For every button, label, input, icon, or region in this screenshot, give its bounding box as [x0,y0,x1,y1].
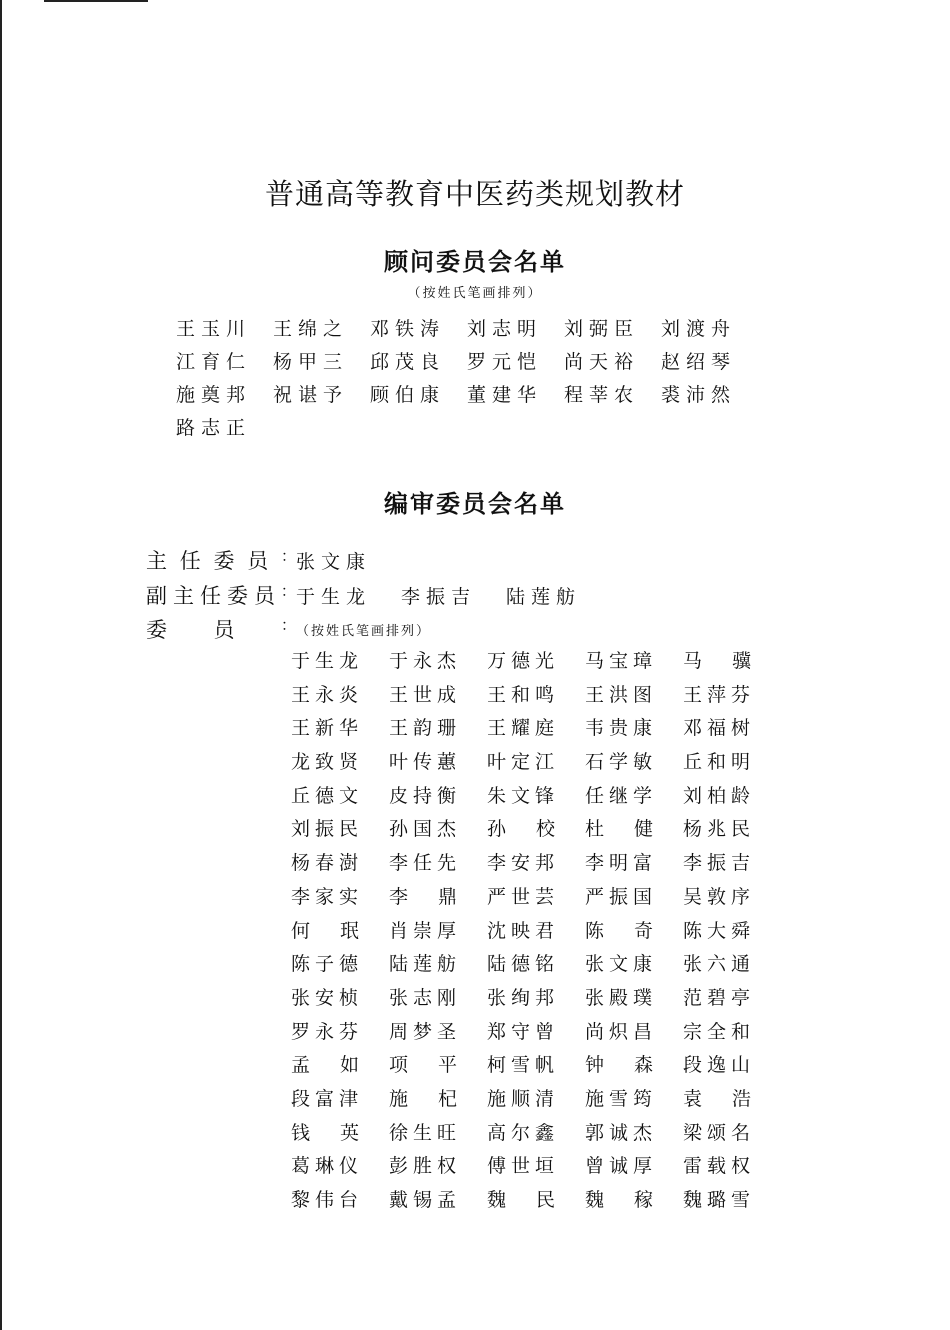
advisor-name: 尚天裕 [564,351,640,373]
member-name: 杜 健 [585,818,653,841]
advisor-name: 王绵之 [273,318,349,340]
member-name: 于生龙 [291,650,364,672]
advisor-name: 杨甲三 [273,351,349,373]
member-name: 彭胜权 [389,1155,462,1178]
chair-names [296,547,401,574]
member-name: 刘柏龄 [683,784,756,807]
member-name: 马宝璋 [585,650,658,672]
advisor-name: 程莘农 [564,384,640,406]
member-name: 施 杞 [389,1087,457,1110]
member-name: 傅世垣 [487,1155,560,1178]
member-name: 沈映君 [487,919,560,942]
member-name: 李 鼎 [389,885,457,908]
editorial-title: 编审委员会名单 [384,490,566,518]
member-name: 叶传蕙 [389,751,462,774]
member-name: 严振国 [585,885,658,908]
member-name: 韦贵康 [585,717,658,740]
member-name: 龙致贤 [291,751,364,774]
role-person-name: 陆莲舫 [506,585,582,608]
member-name: 孙国杰 [389,818,462,841]
advisor-name: 刘渡舟 [661,318,737,340]
member-name: 石学敏 [585,751,658,774]
member-name: 肖崇厚 [389,919,462,942]
member-name: 张文康 [585,953,658,976]
member-name: 钱 英 [291,1121,359,1144]
member-name: 梁颂名 [683,1121,756,1144]
member-name: 李明富 [585,852,658,875]
advisor-name: 董建华 [467,384,543,406]
member-name: 陆莲舫 [389,953,462,976]
vice-chair-row [146,578,611,612]
member-name: 罗永芬 [291,1020,364,1043]
member-name: 张六通 [683,953,756,976]
member-name: 袁 浩 [683,1087,751,1110]
advisor-name: 祝谌予 [273,384,349,406]
advisor-name: 王玉川 [176,318,252,340]
member-name: 陆德铭 [487,953,560,976]
member-name: 李安邦 [487,852,560,875]
member-name: 施雪筠 [585,1087,658,1110]
advisor-name: 邱茂良 [370,351,446,373]
member-name: 王和鸣 [487,683,560,706]
member-name: 曾诚厚 [585,1155,658,1178]
member-name: 张殿璞 [585,986,658,1009]
member-name: 尚炽昌 [585,1020,658,1043]
member-name: 马 骥 [683,650,751,672]
member-name: 郭诚杰 [585,1121,658,1144]
advisory-name-list [176,314,758,446]
member-name: 张志刚 [389,986,462,1009]
advisor-name: 施奠邦 [176,384,252,406]
members-name-list [291,646,781,1219]
member-name: 王新华 [291,717,364,740]
member-name: 李任先 [389,852,462,875]
member-name: 雷载权 [683,1155,756,1178]
members-row [146,612,431,646]
role-person-name: 于生龙 [296,585,372,608]
member-name: 张绚邦 [487,986,560,1009]
member-name: 任继学 [585,784,658,807]
member-name: 范碧亭 [683,986,756,1009]
member-name: 张安桢 [291,986,364,1009]
advisor-name: 路志正 [176,417,252,439]
member-name: 吴敦序 [683,885,756,908]
member-name: 刘振民 [291,818,364,841]
member-name: 于永杰 [389,650,462,672]
advisory-note: （按姓氏笔画排列） [407,286,543,301]
advisor-name: 邓铁涛 [370,318,446,340]
member-name: 魏璐雪 [683,1189,756,1211]
member-name: 王韵珊 [389,717,462,740]
member-name: 孙 校 [487,818,555,841]
role-person-name: 李振吉 [401,585,477,608]
member-name: 段富津 [291,1087,364,1110]
member-name: 叶定江 [487,751,560,774]
member-name: 陈大舜 [683,919,756,942]
advisor-name: 江育仁 [176,351,252,373]
member-name: 王永炎 [291,683,364,706]
member-name: 严世芸 [487,885,560,908]
member-name: 王世成 [389,683,462,706]
member-name: 黎伟台 [291,1189,364,1211]
series-title: 普通高等教育中医药类规划教材 [264,177,685,211]
chair-label: 主 任 委 员 ： [146,547,296,573]
advisor-name: 顾伯康 [370,384,446,406]
members-note: （按姓氏笔画排列） [296,623,432,639]
member-name: 周梦圣 [389,1020,462,1043]
role-person-name: 张文康 [296,550,372,573]
member-name: 丘和明 [683,751,756,774]
member-name: 陈 奇 [585,919,653,942]
member-name: 邓福树 [683,717,756,740]
member-name: 陈子德 [291,953,364,976]
member-name: 郑守曾 [487,1020,560,1043]
member-name: 葛琳仪 [291,1155,364,1178]
member-name: 王洪图 [585,683,658,706]
member-name: 钟 森 [585,1054,653,1077]
vice-chair-names [296,582,611,609]
advisor-name: 刘志明 [467,318,543,340]
member-name: 徐生旺 [389,1121,462,1144]
top-corner-rule [44,0,148,2]
member-name: 李振吉 [683,852,756,875]
member-name: 段逸山 [683,1054,756,1077]
member-name: 孟 如 [291,1054,359,1077]
advisor-name: 裘沛然 [661,384,737,406]
member-name: 柯雪帆 [487,1054,560,1077]
member-name: 戴锡孟 [389,1189,462,1211]
member-name: 朱文锋 [487,784,560,807]
member-name: 高尔鑫 [487,1121,560,1144]
member-name: 魏 稼 [585,1189,653,1211]
member-name: 宗全和 [683,1020,756,1043]
member-name: 杨兆民 [683,818,756,841]
members-label: 委 员 ： [146,616,296,642]
advisor-name: 罗元恺 [467,351,543,373]
advisor-name: 刘弼臣 [564,318,640,340]
member-name: 皮持衡 [389,784,462,807]
member-name: 王萍芬 [683,683,756,706]
advisory-title: 顾问委员会名单 [384,248,566,276]
member-name: 魏 民 [487,1189,555,1211]
member-name: 丘德文 [291,784,364,807]
member-name: 何 珉 [291,919,359,942]
chair-row [146,543,401,577]
member-name: 王耀庭 [487,717,560,740]
member-name: 万德光 [487,650,560,672]
member-name: 李家实 [291,885,364,908]
member-name: 项 平 [389,1054,457,1077]
vice-chair-label: 副 主 任 委 员 ： [146,582,296,608]
advisor-name: 赵绍琴 [661,351,737,373]
member-name: 施顺清 [487,1087,560,1110]
member-name: 杨春澍 [291,852,364,875]
